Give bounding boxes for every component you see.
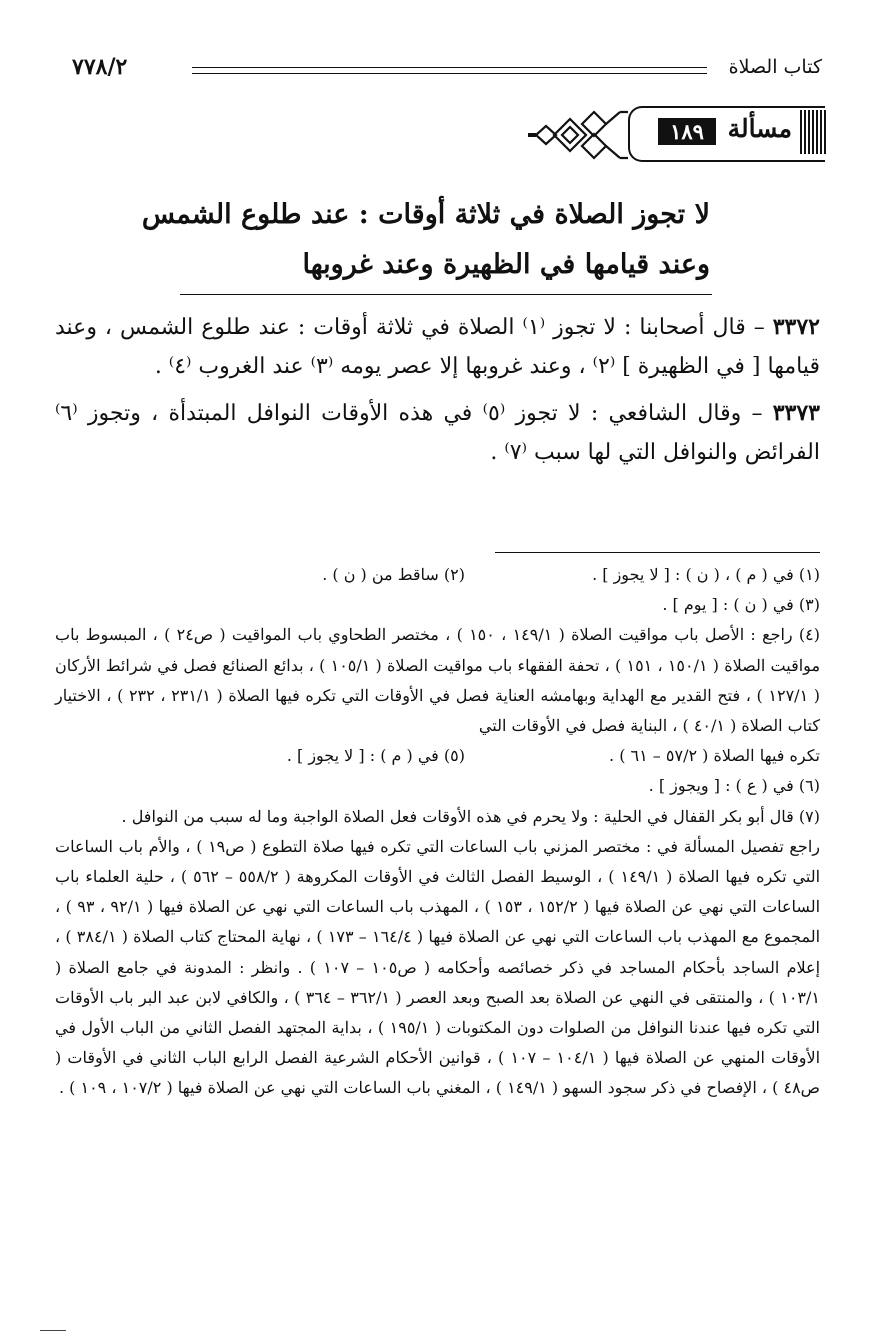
footnote-7: (٧) قال أبو بكر القفال في الحلية : ولا يحرم في هذه الأوقات فعل الصلاة الواجبة وما له سبب من النوافل . — [121, 806, 820, 826]
chapter-heading — [70, 190, 710, 290]
heading-divider — [180, 294, 712, 295]
footnote-row — [55, 560, 820, 590]
masala-label: مسألة — [727, 114, 792, 143]
footnote-1: (١) في ( م ) ، ( ن ) : [ لا يجوز ] . — [592, 565, 820, 584]
paragraph-text: – وقال الشافعي : لا تجوز ⁽٥⁾ في هذه الأوقات النوافل المبتدأة ، وتجوز ⁽٦⁾ الفرائض والنوافل التي لها سبب ⁽٧⁾ . — [55, 401, 820, 465]
heading-line-1: لا تجوز الصلاة في ثلاثة أوقات : عند طلوع الشمس — [141, 199, 710, 230]
masala-banner — [528, 104, 828, 166]
footnote-4: (٤) راجع : الأصل باب مواقيت الصلاة ( ١٤٩/١ ، ١٥٠ ) ، مختصر الطحاوي باب المواقيت ( ص٢٤ ) ، المبسوط باب مواقيت الصلاة ( ١٥٠/١ ، ١٥١ ) ، تحفة الفقهاء باب مواقيت الصلاة ( ١٠٥/١ ) ، بدائع الصنائع فصل في شرائط الأركان ( ١٢٧/١ ) ، فتح القدير مع الهداية وبهامشه العناية فصل في الأوقات التي تكره فيها الصلاة ( ٢٣١/١ ، ٢٣٢ ) ، الاختيار كتاب الصلاة ( ٤٠/١ ) ، البناية فصل في الأوقات التي — [55, 625, 821, 735]
main-text — [55, 308, 820, 480]
page-corner-mark — [40, 1330, 66, 1335]
footnote-5: (٥) في ( م ) : [ لا يجوز ] . — [286, 746, 465, 766]
heading-line-2: وعند قيامها في الظهيرة وعند غروبها — [302, 249, 710, 280]
paragraph — [55, 394, 820, 472]
running-header — [72, 52, 822, 86]
banner-stripes — [800, 110, 828, 154]
footnote-2: (٢) ساقط من ( ن ) . — [322, 565, 465, 584]
paragraph — [55, 308, 820, 386]
footnote-7-references: راجع تفصيل المسألة في : مختصر المزني باب الساعات التي تكره فيها صلاة التطوع ( ص١٩ ) ، والأم باب الساعات التي تكره فيها الصلاة ( ١٤٩/١ ) ، الوسيط الفصل الثالث في الأوقات المكروهة ( ٥٥٨/٢ – ٥٦٢ ) ، حلية العلماء باب الساعات التي نهي عن الصلاة فيها ( ١٥٢/٢ ، ١٥٣ ) ، المهذب باب الساعات التي نهي عن الصلاة فيها ( ٩٢/١ ، ٩٣ ) ، المجموع مع المهذب باب الساعات التي نهي عن الصلاة فيها ( ١٦٤/٤ – ١٧٣ ) ، نهاية المحتاج كتاب الصلاة ( ٣٨٤/١ ) ، إعلام الساجد بأحكام المساجد في ذكر خصائصه وأحكامه ( ص١٠٥ – ١٠٧ ) . وانظر : المدونة في جامع الصلاة ( ١٠٣/١ ) ، والمنتقى في النهي عن الصلاة بعد الصبح وبعد العصر ( ٣٦٢/١ – ٣٦٤ ) ، والكافي لابن عبد البر باب الأوقات التي تكره فيها عندنا النوافل من الصلوات دون المكتوبات ( ١٩٥/١ ) ، بداية المجتهد الفصل الثاني من الباب الأول في الأوقات المنهي عن الصلاة فيها ( ١٠٤/١ – ١٠٧ ) ، قوانين الأحكام الشرعية الفصل الرابع الباب الثاني في الأوقات ( ص٤٨ ) ، الإفصاح في ذكر سجود السهو ( ١٤٩/١ ) ، المغني باب الساعات التي نهي عن الصلاة فيها ( ١٠٧/٢ ، ١٠٩ ) . — [55, 836, 821, 1098]
geometric-ornament-icon — [528, 104, 630, 166]
page-number: ٧٧٨/٢ — [72, 54, 128, 80]
footnote-3: (٣) في ( ن ) : [ يوم ] . — [662, 595, 820, 615]
paragraph-text: – قال أصحابنا : لا تجوز ⁽١⁾ الصلاة في ثلاثة أوقات : عند طلوع الشمس ، وعند قيامها [ في الظهيرة ] ⁽٢⁾ ، وعند غروبها إلا عصر يومه ⁽٣⁾ عند الغروب ⁽٤⁾ . — [55, 315, 820, 379]
paragraph-number: ٣٣٧٣ — [772, 400, 820, 426]
header-double-rule — [192, 67, 707, 74]
paragraph-number: ٣٣٧٢ — [772, 314, 820, 340]
footnote-row — [55, 741, 820, 771]
book-title: كتاب الصلاة — [728, 56, 822, 78]
footnote-4-end: تكره فيها الصلاة ( ٥٧/٢ – ٦١ ) . — [609, 746, 820, 766]
footnote-separator — [495, 552, 820, 553]
footnotes — [55, 560, 820, 1104]
masala-number: ١٨٩ — [658, 118, 716, 145]
footnote-6: (٦) في ( ع ) : [ ويجوز ] . — [648, 776, 820, 796]
